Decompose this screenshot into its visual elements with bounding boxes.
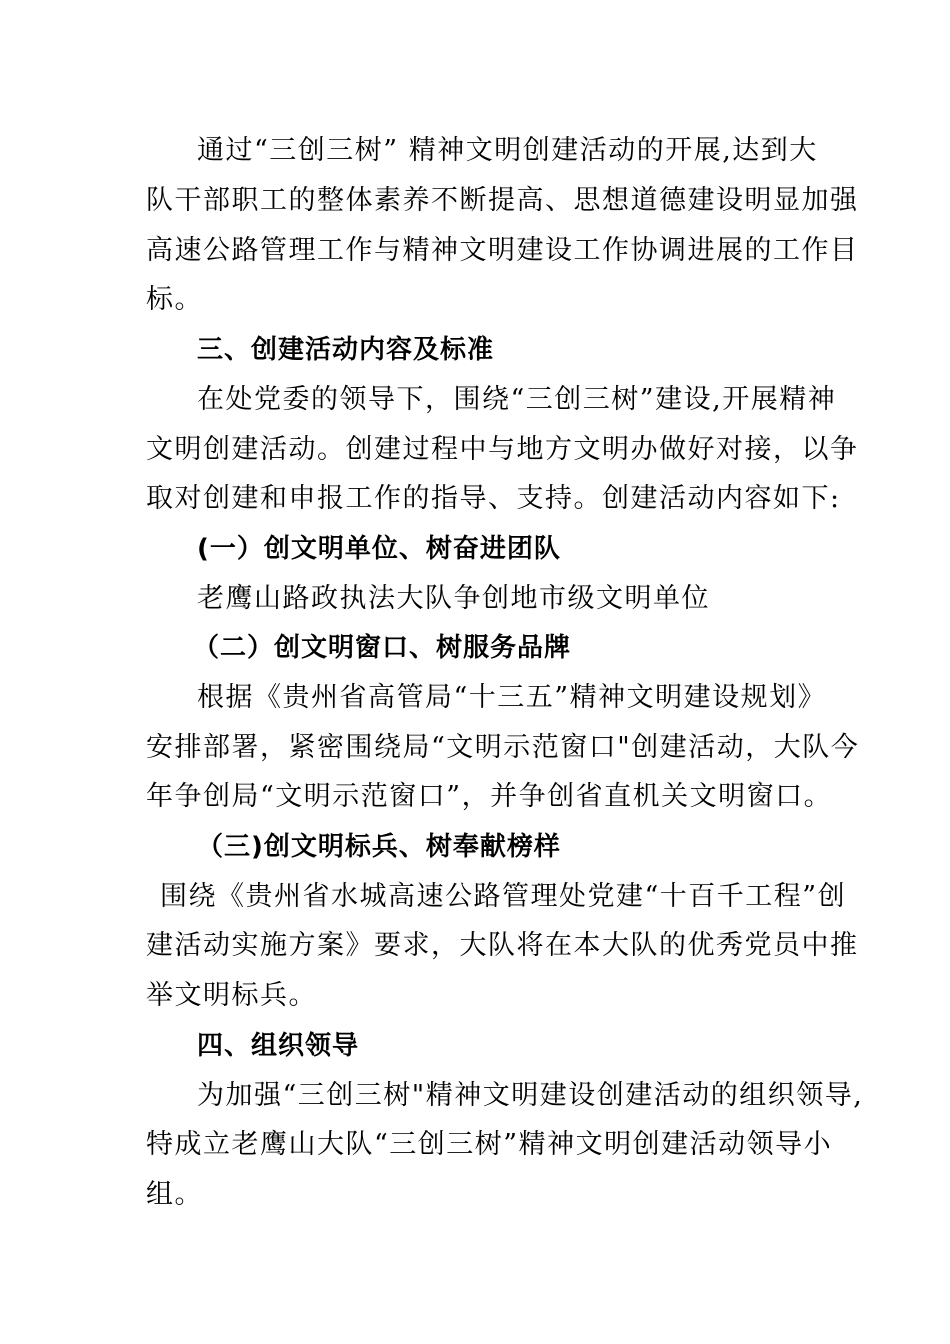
section-3-intro-line-1: 在处党委的领导下，围绕“三创三树”建设,开展精神	[197, 384, 837, 415]
paragraph-1-line-4: 标。	[146, 284, 203, 315]
section-3-intro-line-2: 文明创建活动。创建过程中与地方文明办做好对接，以争	[146, 434, 859, 465]
item-2-heading: （二）创文明窗口、树服务品牌	[193, 633, 572, 663]
item-3-line-1: 围绕《贵州省水城高速公路管理处党建“十百千工程”创	[160, 881, 847, 912]
paragraph-1-line-1: 通过“三创三树” 精神文明创建活动的开展,达到大	[197, 135, 818, 166]
item-2-line-3: 年争创局“文明示范窗口”，并争创省直机关文明窗口。	[146, 781, 833, 812]
section-4-heading: 四、组织领导	[197, 1031, 360, 1061]
section-4-line-3: 组。	[146, 1179, 203, 1210]
section-4-line-1: 为加强“三创三树"精神文明建设创建活动的组织领导,	[197, 1080, 864, 1111]
item-1-heading: (一）创文明单位、树奋进团队	[197, 534, 561, 564]
item-2-line-1: 根据《贵州省高管局“十三五”精神文明建设规划》	[197, 682, 827, 713]
item-1-text: 老鹰山路政执法大队争创地市级文明单位	[197, 583, 710, 614]
section-3-intro-line-3: 取对创建和申报工作的指导、支持。创建活动内容如下:	[146, 483, 841, 514]
section-4-line-2: 特成立老鹰山大队“三创三树”精神文明创建活动领导小	[146, 1129, 833, 1160]
item-2-line-2: 安排部署，紧密围绕局“文明示范窗口"创建活动，大队今	[146, 732, 860, 763]
paragraph-1-line-2: 队干部职工的整体素养不断提高、思想道德建设明显加强	[146, 185, 859, 216]
paragraph-1-line-3: 高速公路管理工作与精神文明建设工作协调进展的工作目	[146, 235, 859, 266]
item-3-heading: （三)创文明标兵、树奉献榜样	[197, 832, 561, 862]
item-3-line-2: 建活动实施方案》要求，大队将在本大队的优秀党员中推	[146, 930, 859, 961]
item-3-line-3: 举文明标兵。	[146, 980, 317, 1011]
section-3-heading: 三、创建活动内容及标准	[197, 335, 495, 365]
